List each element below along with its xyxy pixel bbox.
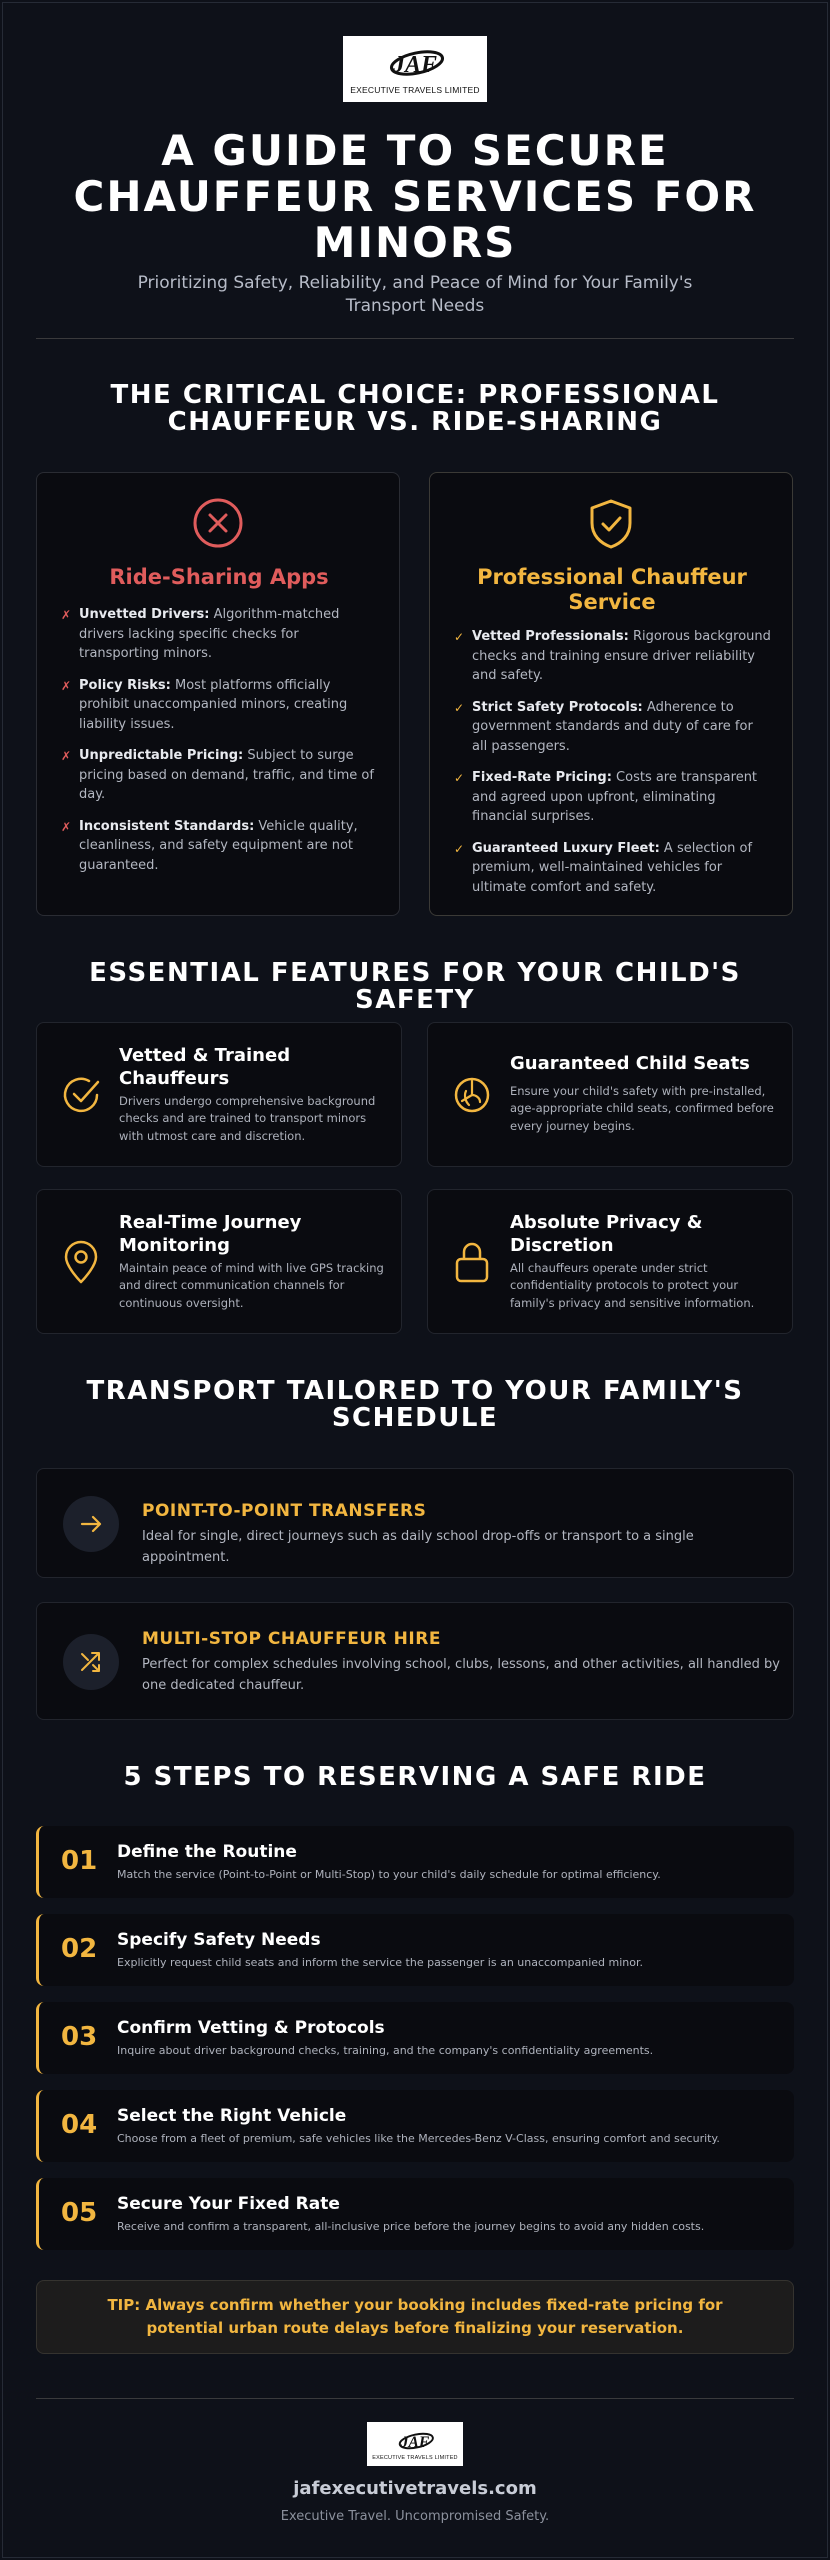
list-item (452, 768, 772, 827)
item-text: Vehicle quality, cleanliness, and safety equipment are not guaranteed. (79, 818, 358, 873)
feature-title: Vetted & Trained Chauffeurs (119, 1045, 291, 1089)
list-item (452, 627, 772, 686)
item-text: Algorithm-matched drivers lacking specific checks for transporting minors. (79, 607, 340, 661)
step-card (36, 2002, 794, 2074)
transport-item-title: POINT-TO-POINT TRANSFERS (142, 1501, 427, 1521)
feature-card-child-seats (427, 1022, 793, 1167)
item-label: Unvetted Drivers: (79, 607, 210, 622)
logo-caption: EXECUTIVE TRAVELS LIMITED (372, 2454, 458, 2461)
feature-desc: Maintain peace of mind with live GPS tracking and direct communication channels for continuous oversight. (119, 1261, 384, 1310)
transport-card-multi-stop (36, 1602, 794, 1720)
item-text: A selection of premium, well-maintained vehicles for ultimate comfort and safety. (472, 840, 753, 895)
shield-check-icon (586, 497, 636, 551)
step-number: 01 (61, 1846, 98, 1876)
page-title: A GUIDE TO SECURE CHAUFFEUR SERVICES FOR MINORS (73, 126, 757, 268)
transport-card-point-to-point (36, 1468, 794, 1578)
item-label: Vetted Professionals: (472, 629, 629, 644)
feature-card-privacy (427, 1189, 793, 1334)
step-desc: Choose from a fleet of premium, safe vehicles like the Mercedes-Benz V-Class, ensuring comfort and security. (117, 2132, 720, 2145)
cross-icon: ✗ (61, 608, 72, 622)
feature-card-vetted (36, 1022, 402, 1167)
check-circle-icon (61, 1074, 103, 1116)
footer-tagline: Executive Travel. Uncompromised Safety. (280, 2509, 550, 2524)
transport-icon-badge (63, 1496, 119, 1552)
item-text: Most platforms officially prohibit unaccompanied minors, creating liability issues. (79, 677, 348, 732)
list-item (59, 676, 379, 735)
chauffeur-list (452, 627, 772, 909)
divider (36, 2398, 794, 2399)
step-card (36, 2178, 794, 2250)
location-pin-icon (61, 1239, 101, 1285)
cross-icon: ✗ (61, 819, 72, 834)
item-label: Fixed-Rate Pricing: (472, 770, 612, 785)
feature-desc: Ensure your child's safety with pre-installed, age-appropriate child seats, confirmed before every journey begins. (510, 1084, 774, 1133)
item-text: Subject to surge pricing based on demand, traffic, and time of day. (79, 748, 374, 802)
footer-website[interactable]: jafexecutivetravels.com (293, 2478, 537, 2499)
feature-card-monitoring (36, 1189, 402, 1334)
list-item (452, 839, 772, 898)
logo-caption: EXECUTIVE TRAVELS LIMITED (350, 85, 480, 95)
step-number: 02 (61, 1934, 98, 1964)
list-item (59, 605, 379, 664)
step-title: Specify Safety Needs (117, 1930, 321, 1950)
item-label: Guaranteed Luxury Fleet: (472, 840, 660, 856)
company-logo (343, 36, 487, 102)
feature-title: Real-Time Journey Monitoring (119, 1212, 302, 1256)
lock-icon (452, 1240, 492, 1284)
arrow-right-icon (78, 1511, 104, 1537)
step-title: Secure Your Fixed Rate (117, 2194, 340, 2214)
list-item (59, 817, 379, 876)
page-subtitle: Prioritizing Safety, Reliability, and Peace of Mind for Your Family's Transport Needs (137, 273, 693, 316)
check-icon: ✓ (454, 771, 465, 785)
step-desc: Receive and confirm a transparent, all-inclusive price before the journey begins to avoid any hidden costs. (117, 2220, 705, 2233)
step-number: 03 (61, 2022, 98, 2052)
x-circle-icon (192, 497, 244, 549)
step-title: Confirm Vetting & Protocols (117, 2018, 385, 2038)
features-title: ESSENTIAL FEATURES FOR YOUR CHILD'S SAFETY (89, 958, 741, 1016)
transport-item-desc: Ideal for single, direct journeys such as daily school drop-offs or transport to a single appointment. (142, 1529, 694, 1565)
step-number: 04 (61, 2110, 98, 2140)
feature-title: Absolute Privacy & Discretion (510, 1212, 703, 1256)
item-label: Unpredictable Pricing: (79, 748, 244, 763)
transport-title: TRANSPORT TAILORED TO YOUR FAMILY'S SCHEDULE (86, 1376, 744, 1434)
jaf-logo-mark (375, 43, 455, 83)
transport-item-title: MULTI-STOP CHAUFFEUR HIRE (142, 1629, 441, 1649)
child-seat-icon (452, 1075, 492, 1115)
ride-sharing-list (59, 605, 379, 887)
cross-icon: ✗ (61, 678, 72, 693)
ride-sharing-heading: Ride-Sharing Apps (109, 565, 329, 589)
check-icon: ✓ (454, 630, 465, 644)
feature-title: Guaranteed Child Seats (510, 1053, 750, 1074)
list-item (59, 746, 379, 805)
item-label: Policy Risks: (79, 677, 171, 693)
step-card (36, 1826, 794, 1898)
cross-icon: ✗ (61, 749, 72, 763)
check-icon: ✓ (454, 841, 465, 856)
steps-title: 5 STEPS TO RESERVING A SAFE RIDE (123, 1762, 707, 1792)
step-desc: Inquire about driver background checks, training, and the company's confidentiality agreements. (117, 2044, 654, 2057)
item-label: Inconsistent Standards: (79, 818, 255, 834)
list-item (452, 698, 772, 757)
step-card (36, 1914, 794, 1986)
footer-logo (367, 2422, 463, 2466)
svg-text:JAF: JAF (400, 2433, 430, 2451)
feature-desc: Drivers undergo comprehensive background checks and are trained to transport minors with utmost care and discretion. (119, 1094, 376, 1143)
tip-box: TIP: Always confirm whether your booking includes fixed-rate pricing for potential urban route delays before finalizing your reservation. (36, 2280, 794, 2354)
step-card (36, 2090, 794, 2162)
transport-icon-badge (63, 1634, 119, 1690)
divider (36, 338, 794, 339)
item-text: Costs are transparent and agreed upon upfront, eliminating financial surprises. (472, 770, 758, 824)
step-desc: Explicitly request child seats and inform the service the passenger is an unaccompanied minor. (117, 1956, 643, 1969)
transport-item-desc: Perfect for complex schedules involving school, clubs, lessons, and other activities, all handled by one dedicated chauffeur. (142, 1657, 780, 1693)
feature-desc: All chauffeurs operate under strict confidentiality protocols to protect your family's privacy and sensitive information. (510, 1261, 755, 1310)
comparison-title: THE CRITICAL CHOICE: PROFESSIONAL CHAUFFEUR VS. RIDE-SHARING (110, 380, 720, 438)
jaf-logo-mark (388, 2428, 442, 2454)
step-number: 05 (61, 2198, 98, 2228)
item-text: Adherence to government standards and duty of care for all passengers. (472, 699, 753, 754)
item-text: Rigorous background checks and training ensure driver reliability and safety. (472, 629, 771, 683)
step-title: Select the Right Vehicle (117, 2106, 347, 2126)
chauffeur-heading: Professional Chauffeur Service (477, 565, 747, 615)
shuffle-icon (77, 1648, 105, 1676)
step-title: Define the Routine (117, 1842, 297, 1862)
chauffeur-card (429, 472, 793, 916)
step-desc: Match the service (Point-to-Point or Multi-Stop) to your child's daily schedule for optimal efficiency. (117, 1868, 661, 1881)
svg-text:JAF: JAF (392, 52, 438, 78)
ride-sharing-card (36, 472, 400, 916)
check-icon: ✓ (454, 700, 465, 715)
item-label: Strict Safety Protocols: (472, 699, 643, 715)
